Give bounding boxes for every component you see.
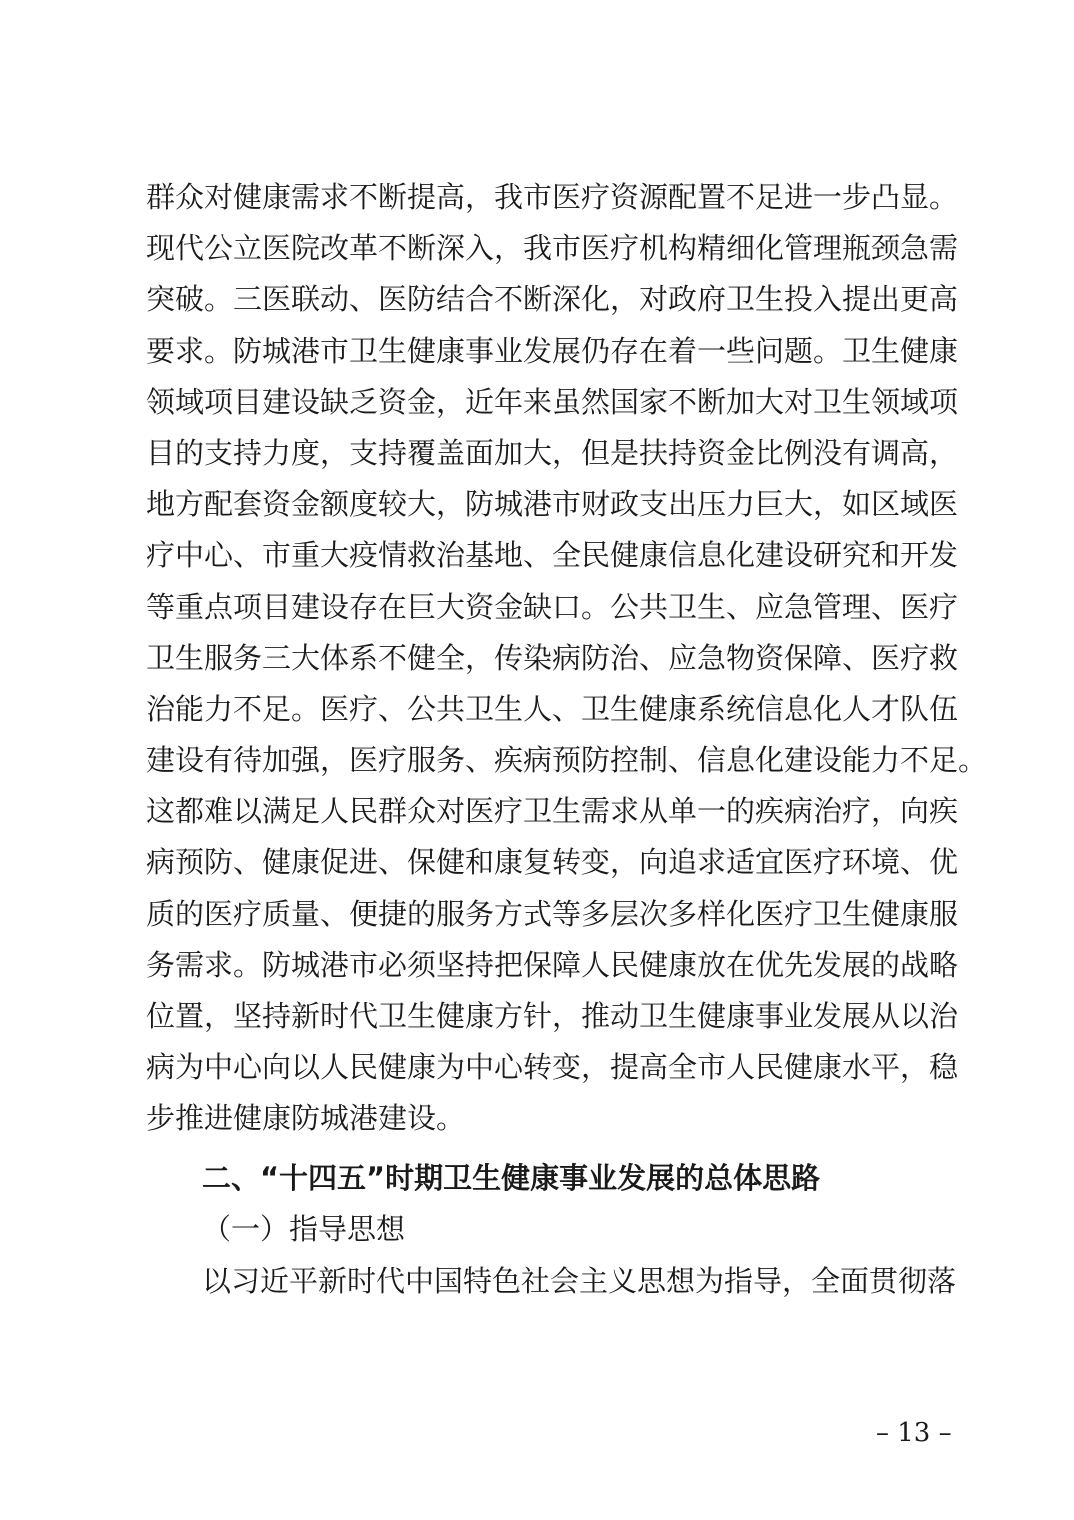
paragraph-line: 地方配套资金额度较大，防城港市财政支出压力巨大，如区域医	[146, 487, 959, 522]
paragraph-line: 务需求。防城港市必须坚持把保障人民健康放在优先发展的战略	[146, 947, 959, 982]
paragraph-line: 现代公立医院改革不断深入，我市医疗机构精细化管理瓶颈急需	[146, 231, 959, 266]
subsection-heading: （一）指导思想	[202, 1212, 406, 1246]
paragraph-line: 病预防、健康促进、保健和康复转变，向追求适宜医疗环境、优	[146, 845, 959, 880]
paragraph-line: 病为中心向以人民健康为中心转变，提高全市人民健康水平，稳	[146, 1050, 959, 1085]
paragraph-line: 这都难以满足人民群众对医疗卫生需求从单一的疾病治疗，向疾	[146, 794, 959, 829]
paragraph-line: 以习近平新时代中国特色社会主义思想为指导，全面贯彻落	[202, 1264, 957, 1298]
page-number: – 13 –	[876, 1418, 952, 1448]
paragraph-line: 要求。防城港市卫生健康事业发展仍存在着一些问题。卫生健康	[146, 333, 959, 368]
section-heading: 二、“十四五”时期卫生健康事业发展的总体思路	[202, 1161, 821, 1195]
body-paragraph	[146, 172, 988, 1145]
paragraph-line: 治能力不足。医疗、公共卫生人、卫生健康系统信息化人才队伍	[146, 691, 959, 726]
paragraph-line: 卫生服务三大体系不健全，传染病防治、应急物资保障、医疗救	[146, 640, 959, 675]
paragraph-line: 位置，坚持新时代卫生健康方针，推动卫生健康事业发展从以治	[146, 999, 959, 1033]
paragraph-line: 疗中心、市重大疫情救治基地、全民健康信息化建设研究和开发	[146, 538, 959, 573]
paragraph-line: 群众对健康需求不断提高，我市医疗资源配置不足进一步凸显。	[146, 180, 959, 214]
paragraph-line: 步推进健康防城港建设。	[146, 1101, 466, 1136]
paragraph-line: 等重点项目建设存在巨大资金缺口。公共卫生、应急管理、医疗	[146, 589, 959, 624]
paragraph-line: 质的医疗质量、便捷的服务方式等多层次多样化医疗卫生健康服	[146, 896, 959, 931]
paragraph-line: 突破。三医联动、医防结合不断深化，对政府卫生投入提出更高	[146, 282, 959, 317]
paragraph-line: 目的支持力度，支持覆盖面加大，但是扶持资金比例没有调高，	[146, 435, 959, 470]
paragraph-line: 领域项目建设缺乏资金，近年来虽然国家不断加大对卫生领域项	[146, 384, 959, 419]
paragraph-line: 建设有待加强，医疗服务、疾病预防控制、信息化建设能力不足。	[146, 743, 988, 778]
